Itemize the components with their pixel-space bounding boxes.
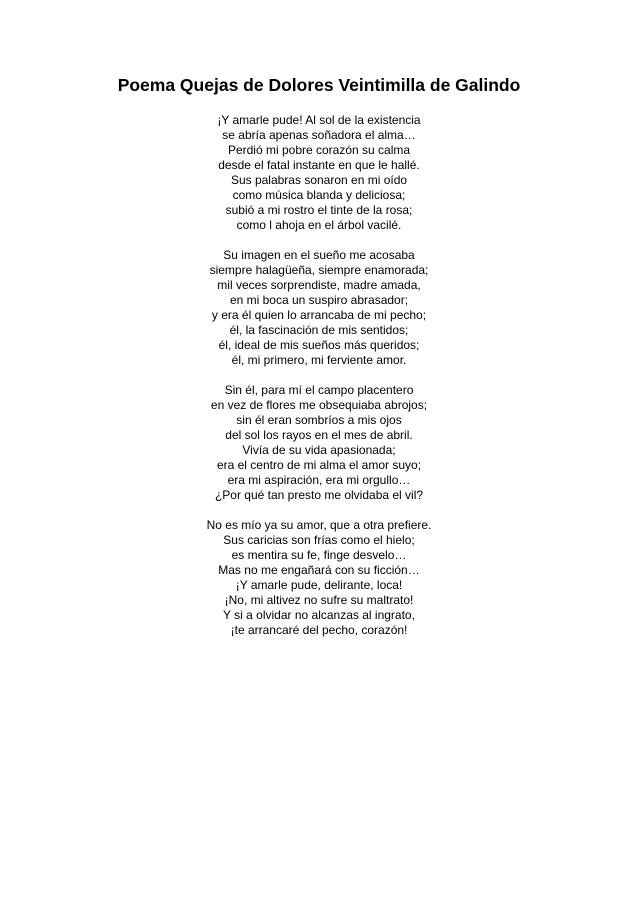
verse-line: mil veces sorprendiste, madre amada, [217, 278, 421, 292]
verse-line: él, ideal de mis sueños más queridos; [218, 338, 420, 352]
verse-line: Perdió mi pobre corazón su calma [227, 143, 411, 157]
verse-line: siempre halagüeña, siempre enamorada; [209, 263, 429, 277]
verse-line: desde el fatal instante en que le hallé. [218, 158, 420, 172]
verse-line: subió a mi rostro el tinte de la rosa; [225, 203, 413, 217]
verse-line: ¿Por qué tan presto me olvidaba el vil? [214, 488, 424, 502]
verse-line: Sus palabras sonaron en mi oído [230, 173, 408, 187]
verse-line: como l ahoja en el árbol vacilé. [236, 218, 402, 232]
verse-line: ¡Y amarle pude, delirante, loca! [235, 578, 403, 592]
verse-line: ¡te arrancaré del pecho, corazón! [230, 623, 408, 637]
verse-line: en vez de flores me obsequiaba abrojos; [210, 398, 428, 412]
stanza-3 [210, 383, 428, 503]
verse-line: era el centro de mi alma el amor suyo; [216, 458, 422, 472]
stanza-4 [206, 518, 432, 638]
verse-line: del sol los rayos en el mes de abril. [225, 428, 413, 442]
verse-line: era mi aspiración, era mi orgullo… [227, 473, 411, 487]
stanza-2 [209, 248, 429, 368]
verse-line: él, la fascinación de mis sentidos; [229, 323, 409, 337]
verse-line: Su imagen en el sueño me acosaba [223, 248, 415, 262]
verse-line: Mas no me engañará con su ficción… [218, 563, 420, 577]
verse-line: Vivía de su vida apasionada; [242, 443, 396, 457]
page-title: Poema Quejas de Dolores Veintimilla de Galindo [117, 75, 521, 95]
verse-line: en mi boca un suspiro abrasador; [229, 293, 409, 307]
verse-line: Sin él, para mí el campo placentero [224, 383, 414, 397]
poem-body [206, 113, 432, 653]
verse-line: como música blanda y deliciosa; [232, 188, 406, 202]
verse-line: y era él quien lo arrancaba de mi pecho; [211, 308, 427, 322]
verse-line: se abría apenas soñadora el alma… [222, 128, 416, 142]
verse-line: Sus caricias son frías como el hielo; [223, 533, 415, 547]
verse-line: sin él eran sombríos a mis ojos [236, 413, 402, 427]
verse-line: es mentira su fe, finge desvelo… [231, 548, 407, 562]
verse-line: ¡Y amarle pude! Al sol de la existencia [217, 113, 421, 127]
verse-line: él, mi primero, mi ferviente amor. [231, 353, 407, 367]
stanza-1 [219, 113, 419, 233]
verse-line: Y si a olvidar no alcanzas al ingrato, [223, 608, 415, 622]
verse-line: No es mío ya su amor, que a otra prefiere. [206, 518, 432, 532]
verse-line: ¡No, mi altivez no sufre su maltrato! [224, 593, 414, 607]
